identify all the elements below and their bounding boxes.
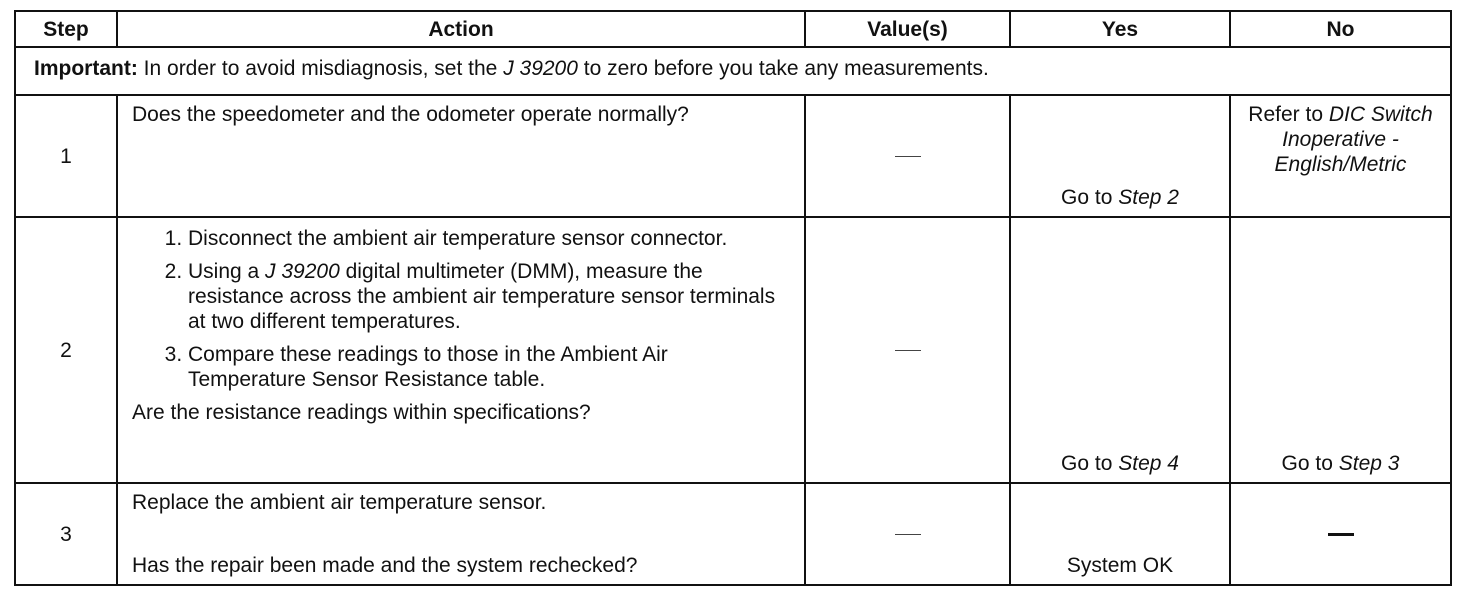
yes-prefix: Go to (1061, 452, 1119, 475)
yes-step-link[interactable]: Step 2 (1118, 186, 1179, 209)
important-note-row (15, 47, 1451, 95)
value-cell (805, 217, 1010, 483)
table-row (15, 95, 1451, 217)
step-number: 3 (15, 483, 117, 585)
table-row (15, 483, 1451, 585)
action-question: Are the resistance readings within specifications? (132, 401, 591, 424)
header-values: Value(s) (805, 11, 1010, 47)
step-number: 1 (15, 95, 117, 217)
header-yes: Yes (1010, 11, 1230, 47)
no-prefix: Go to (1281, 452, 1339, 475)
header-action: Action (117, 11, 805, 47)
dash-mark (895, 350, 921, 351)
list-item: 1. Disconnect the ambient air temperature sensor connector. (188, 226, 790, 251)
dash-mark (895, 156, 921, 157)
yes-result: System OK (1010, 483, 1230, 585)
value-cell (805, 483, 1010, 585)
list-item: 3. Compare these readings to those in the Ambient Air Temperature Sensor Resistance table. (188, 342, 790, 392)
yes-step-link[interactable]: Step 4 (1118, 452, 1179, 475)
diagnostic-table (14, 10, 1452, 586)
no-cell (1230, 217, 1451, 483)
step-number: 2 (15, 217, 117, 483)
action-text: Replace the ambient air temperature sensor. (132, 491, 547, 514)
action-cell (117, 483, 805, 585)
no-cell (1230, 483, 1451, 585)
action-steps-list (132, 226, 790, 392)
note-tool: J 39200 (503, 57, 578, 80)
list-text: Using a (188, 260, 266, 283)
action-question: Has the repair been made and the system rechecked? (132, 554, 638, 577)
header-step: Step (15, 11, 117, 47)
no-reference-link[interactable]: DIC Switch Inoperative - English/Metric (1274, 103, 1433, 176)
yes-prefix: Go to (1061, 186, 1119, 209)
yes-cell (1010, 95, 1230, 217)
list-item (188, 259, 790, 334)
table-row (15, 217, 1451, 483)
value-cell (805, 95, 1010, 217)
action-text: Does the speedometer and the odometer operate normally? (117, 95, 805, 217)
no-cell (1230, 95, 1451, 217)
note-prefix: Important: (34, 57, 138, 80)
no-step-link[interactable]: Step 3 (1338, 452, 1400, 475)
header-row (15, 11, 1451, 47)
header-no: No (1230, 11, 1451, 47)
dash-mark (895, 534, 921, 535)
yes-cell (1010, 217, 1230, 483)
note-text-2: to zero before you take any measurements. (577, 57, 989, 80)
list-text: digital multimeter (DMM), measure the resistance across the ambient air temperature sensor terminals at two different temperatures. (188, 260, 776, 333)
important-note (15, 47, 1451, 95)
action-cell (117, 217, 805, 483)
note-text-1: In order to avoid misdiagnosis, set the (137, 57, 504, 80)
no-prefix: Refer to (1248, 103, 1329, 126)
tool-name: J 39200 (265, 260, 340, 283)
dash-mark (1328, 533, 1354, 536)
